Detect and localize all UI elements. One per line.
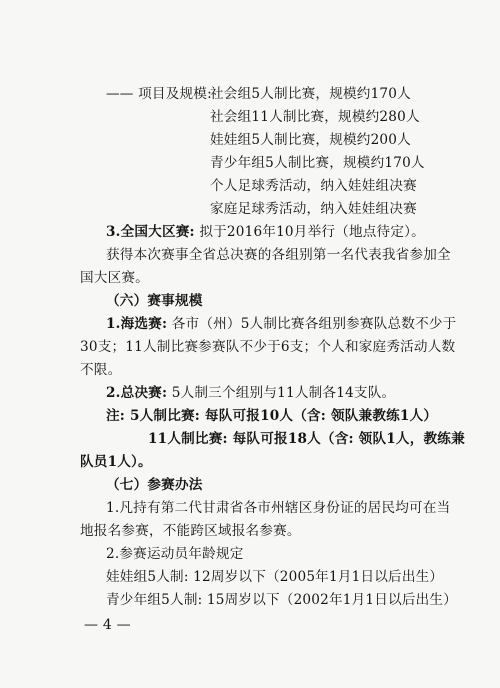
participation-item2: 2.参赛运动员年龄规定 xyxy=(106,546,244,562)
scale-item: 社会组11人制比赛，规模约280人 xyxy=(210,109,420,125)
scale-prefix: —— 项目及规模: xyxy=(106,86,212,102)
participation-item1-line1: 1.凡持有第二代甘肃省各市州辖区身份证的居民均可在当 xyxy=(106,500,451,516)
national-label: 3.全国大区赛: xyxy=(106,224,195,240)
final-text: 5人制三个组别与11人制各14支队。 xyxy=(171,385,396,401)
final-line xyxy=(106,383,395,403)
scale-item: 社会组5人制比赛，规模约170人 xyxy=(210,86,411,102)
note-line2: 11人制比赛: 每队可报18人（含: 领队1人，教练兼 xyxy=(148,431,465,447)
national-paragraph-line2: 国大区赛。 xyxy=(80,270,149,286)
haixuan-label: 1.海选赛: xyxy=(106,316,168,332)
note-line3: 队员1人）。 xyxy=(80,454,152,470)
haixuan-text: 各市（州）5人制比赛各组别参赛队总数不少于 xyxy=(171,316,457,332)
haixuan-text-line3: 不限。 xyxy=(80,362,122,378)
section6-title: （六）赛事规模 xyxy=(106,293,203,309)
participation-item1-line2: 地报名参赛，不能跨区域报名参赛。 xyxy=(80,523,301,539)
scale-item: 娃娃组5人制比赛，规模约200人 xyxy=(210,132,411,148)
age-rule-youth: 青少年组5人制: 15周岁以下（2002年1月1日以后出生） xyxy=(106,592,458,608)
haixuan-line xyxy=(106,314,456,334)
national-text: 拟于2016年10月举行（地点待定）。 xyxy=(199,224,425,240)
haixuan-text-line2: 30支；11人制比赛参赛队不少于6支；个人和家庭秀活动人数 xyxy=(80,339,456,355)
scale-item: 个人足球秀活动，纳入娃娃组决赛 xyxy=(210,178,417,194)
national-line xyxy=(106,222,425,242)
final-label: 2.总决赛: xyxy=(106,385,168,401)
note-line1: 注: 5人制比赛: 每队可报10人（含: 领队兼教练1人） xyxy=(106,408,438,424)
national-paragraph-line1: 获得本次赛事全省总决赛的各组别第一名代表我省参加全 xyxy=(106,247,451,263)
scale-item: 青少年组5人制比赛，规模约170人 xyxy=(210,155,425,171)
age-rule-kids: 娃娃组5人制: 12周岁以下（2005年1月1日以后出生） xyxy=(106,569,444,585)
page-number: — 4 — xyxy=(84,617,131,633)
scale-item: 家庭足球秀活动，纳入娃娃组决赛 xyxy=(210,201,417,217)
section7-title: （七）参赛办法 xyxy=(106,477,203,493)
